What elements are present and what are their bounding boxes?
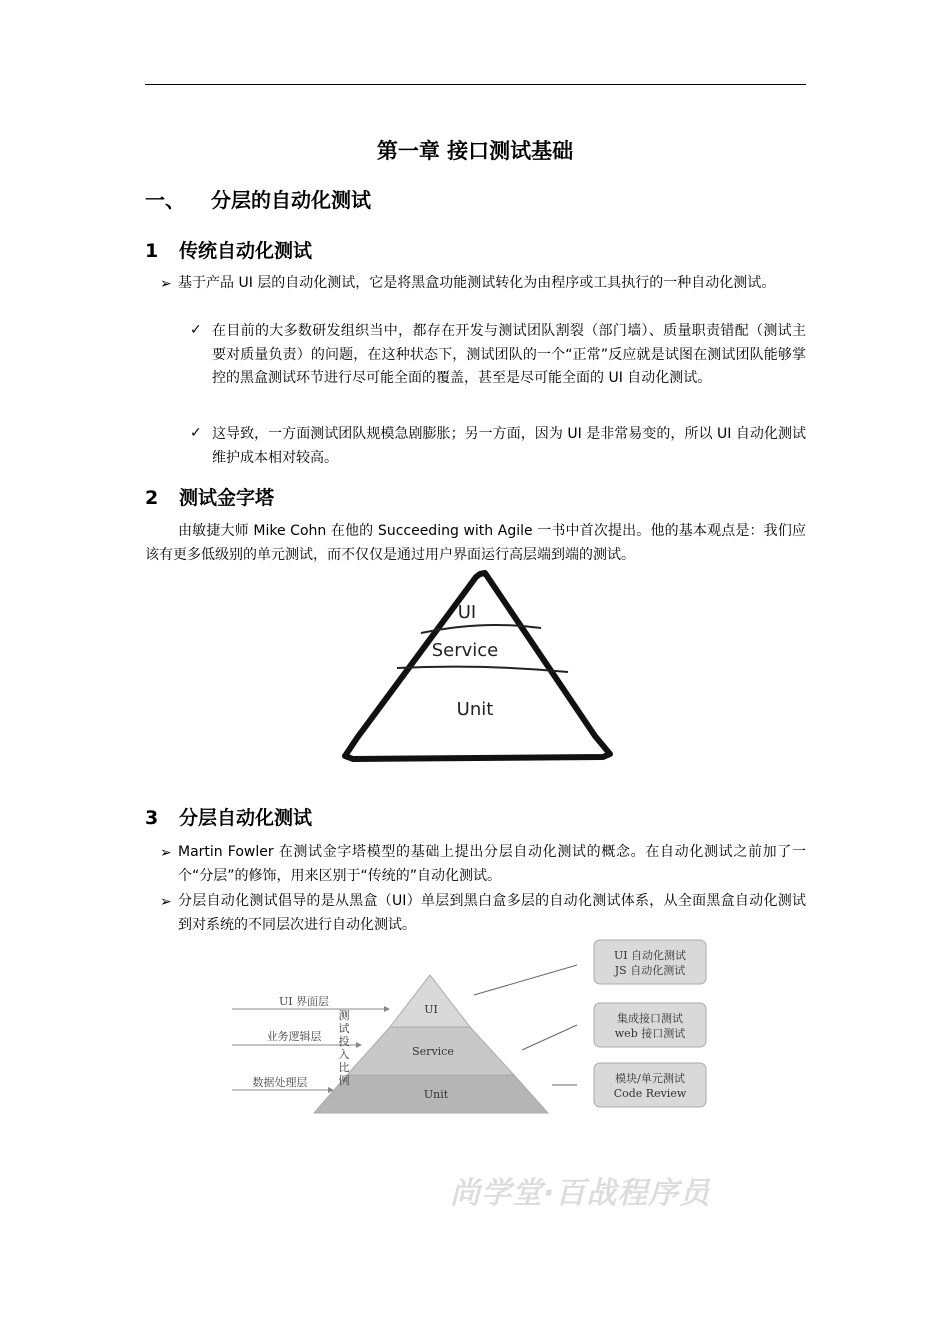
right-box-ui-line1: UI 自动化测试 [613,949,687,962]
left-label-logic: 业务逻辑层 [266,1030,322,1043]
right-box-ui [594,940,706,984]
sketch-label-ui: UI [457,602,477,623]
right-box-unit [594,1063,706,1107]
left-label-ui: UI 界面层 [278,995,330,1008]
header-rule [145,84,806,85]
section-title: 分层的自动化测试 [211,188,371,212]
bullet-paragraph-3: 分层自动化测试倡导的是从黑盒（UI）单层到黑白盒多层的自动化测试体系，从全面黑盒自动化测试到对系统的不同层次进行自动化测试。 [178,893,806,933]
arrow-bullet-icon: ➢ [160,894,172,910]
arrow-bullet-icon: ➢ [160,276,172,292]
chapter-title: 第一章 接口测试基础 [376,139,574,163]
check-paragraph-2: 这导致，一方面测试团队规模急剧膨胀；另一方面，因为 UI 是非常易变的，所以 UI 自动化测试维护成本相对较高。 [212,426,806,466]
connector-line [474,965,577,995]
vertical-char: 入 [338,1048,350,1061]
vertical-char: 例 [338,1074,350,1087]
pyramid-text-service: Service [412,1045,454,1058]
subsection-title-2: 测试金字塔 [179,487,275,509]
section-number: 一、 [145,188,185,212]
right-box-ui-line2: JS 自动化测试 [614,964,686,977]
pyramid-divider-bottom [397,667,568,672]
subsection-number-1: 1 [145,240,159,262]
pyramid-text-unit: Unit [423,1088,449,1101]
pyramid-layer-ui [390,975,470,1027]
layered-testing-diagram [232,935,717,1120]
arrow-head [356,1042,362,1048]
check-bullet-icon: ✓ [190,322,202,338]
right-box-unit-line1: 模块/单元测试 [615,1072,685,1085]
pyramid-paragraph: 由敏捷大师 Mike Cohn 在他的 Succeeding with Agile 一书中首次提出。他的基本观点是：我们应该有更多低级别的单元测试，而不仅仅是通过用户界面运行高层端到端的测试。 [145,523,806,563]
pyramid-text-ui: UI [424,1003,438,1016]
vertical-char: 试 [338,1022,350,1035]
arrow-head [384,1006,390,1012]
check-paragraph-1: 在目前的大多数研发组织当中，都存在开发与测试团队割裂（部门墙）、质量职责错配（测试主要对质量负责）的问题，在这种状态下，测试团队的一个“正常”反应就是试图在测试团队能够掌控的黑盒测试环节进行尽可能全面的覆盖，甚至是尽可能全面的 UI 自动化测试。 [212,323,806,386]
subsection-number-2: 2 [145,487,159,509]
vertical-char: 比 [338,1061,350,1074]
sketch-label-service: Service [431,640,499,661]
subsection-title-3: 分层自动化测试 [179,807,313,829]
bullet-paragraph-2: Martin Fowler 在测试金字塔模型的基础上提出分层自动化测试的概念。在自动化测试之前加了一个“分层”的修饰，用来区别于“传统的”自动化测试。 [178,844,806,884]
subsection-number-3: 3 [145,807,159,829]
left-label-data: 数据处理层 [252,1076,308,1089]
vertical-char: 测 [338,1009,350,1022]
bullet-paragraph-1: 基于产品 UI 层的自动化测试，它是将黑盒功能测试转化为由程序或工具执行的一种自动化测试。 [178,275,776,291]
connector-line [522,1025,577,1050]
check-bullet-icon: ✓ [190,425,202,441]
subsection-title-1: 传统自动化测试 [179,240,313,262]
right-box-unit-line2: Code Review [613,1087,687,1100]
subsection-heading-2 [145,483,274,510]
section-heading [145,184,371,213]
right-box-service [594,1003,706,1047]
right-box-service-line1: 集成接口测试 [617,1012,683,1025]
test-pyramid-sketch [333,568,618,768]
watermark-logo: 尚学堂·百战程序员 [450,1176,711,1211]
arrow-bullet-icon: ➢ [160,845,172,861]
sketch-label-unit: Unit [456,699,494,720]
right-box-service-line2: web 接口测试 [614,1027,686,1040]
subsection-heading-1 [145,236,312,263]
subsection-heading-3 [145,803,312,830]
vertical-char: 投 [338,1035,350,1048]
